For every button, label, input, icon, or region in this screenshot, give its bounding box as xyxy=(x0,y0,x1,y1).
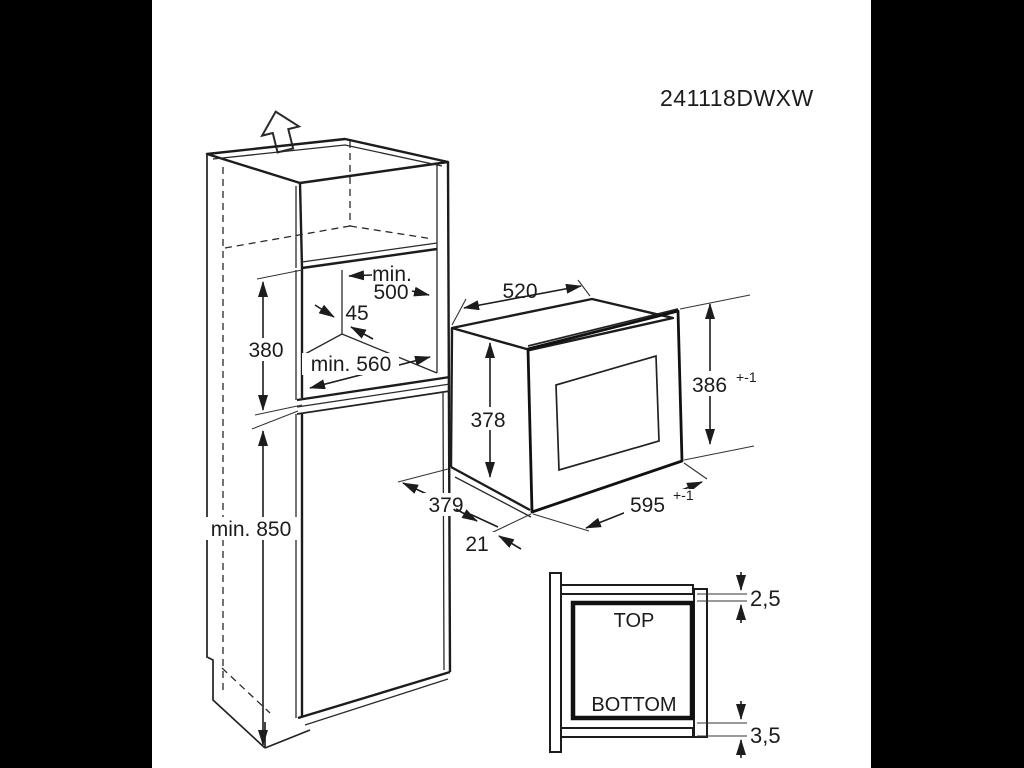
front-height-tolerance: +-1 xyxy=(736,369,757,385)
side-clearance-label: 45 xyxy=(345,302,369,325)
frame-lip-label: 21 xyxy=(465,533,489,556)
paper-background xyxy=(152,0,871,768)
depth-label: 379 xyxy=(428,494,464,517)
body-height-label: 378 xyxy=(470,409,506,432)
floor-height-label: min. 850 xyxy=(210,518,292,541)
bottom-gap-label: 3,5 xyxy=(750,723,781,748)
front-frame-section xyxy=(694,589,707,737)
niche-height-label: 380 xyxy=(248,339,284,362)
front-height-label: 386 xyxy=(692,374,728,397)
niche-width-label: min. 560 xyxy=(310,353,392,376)
front-width-label: 595 xyxy=(630,494,666,517)
model-number: 241118DWXW xyxy=(660,85,814,111)
top-gap-label: 2,5 xyxy=(750,586,781,611)
cabinet-top-section xyxy=(561,585,693,594)
section-top-label: TOP xyxy=(613,610,655,632)
cabinet-side-section xyxy=(550,573,561,752)
section-bottom-label: BOTTOM xyxy=(591,694,677,716)
front-width-tolerance: +-1 xyxy=(673,487,694,503)
niche-depth-label-line2: 500 xyxy=(373,281,409,304)
niche-depth-label-line1: min. xyxy=(372,263,412,286)
body-width-label: 520 xyxy=(502,280,538,303)
cabinet-bottom-section xyxy=(561,728,693,737)
